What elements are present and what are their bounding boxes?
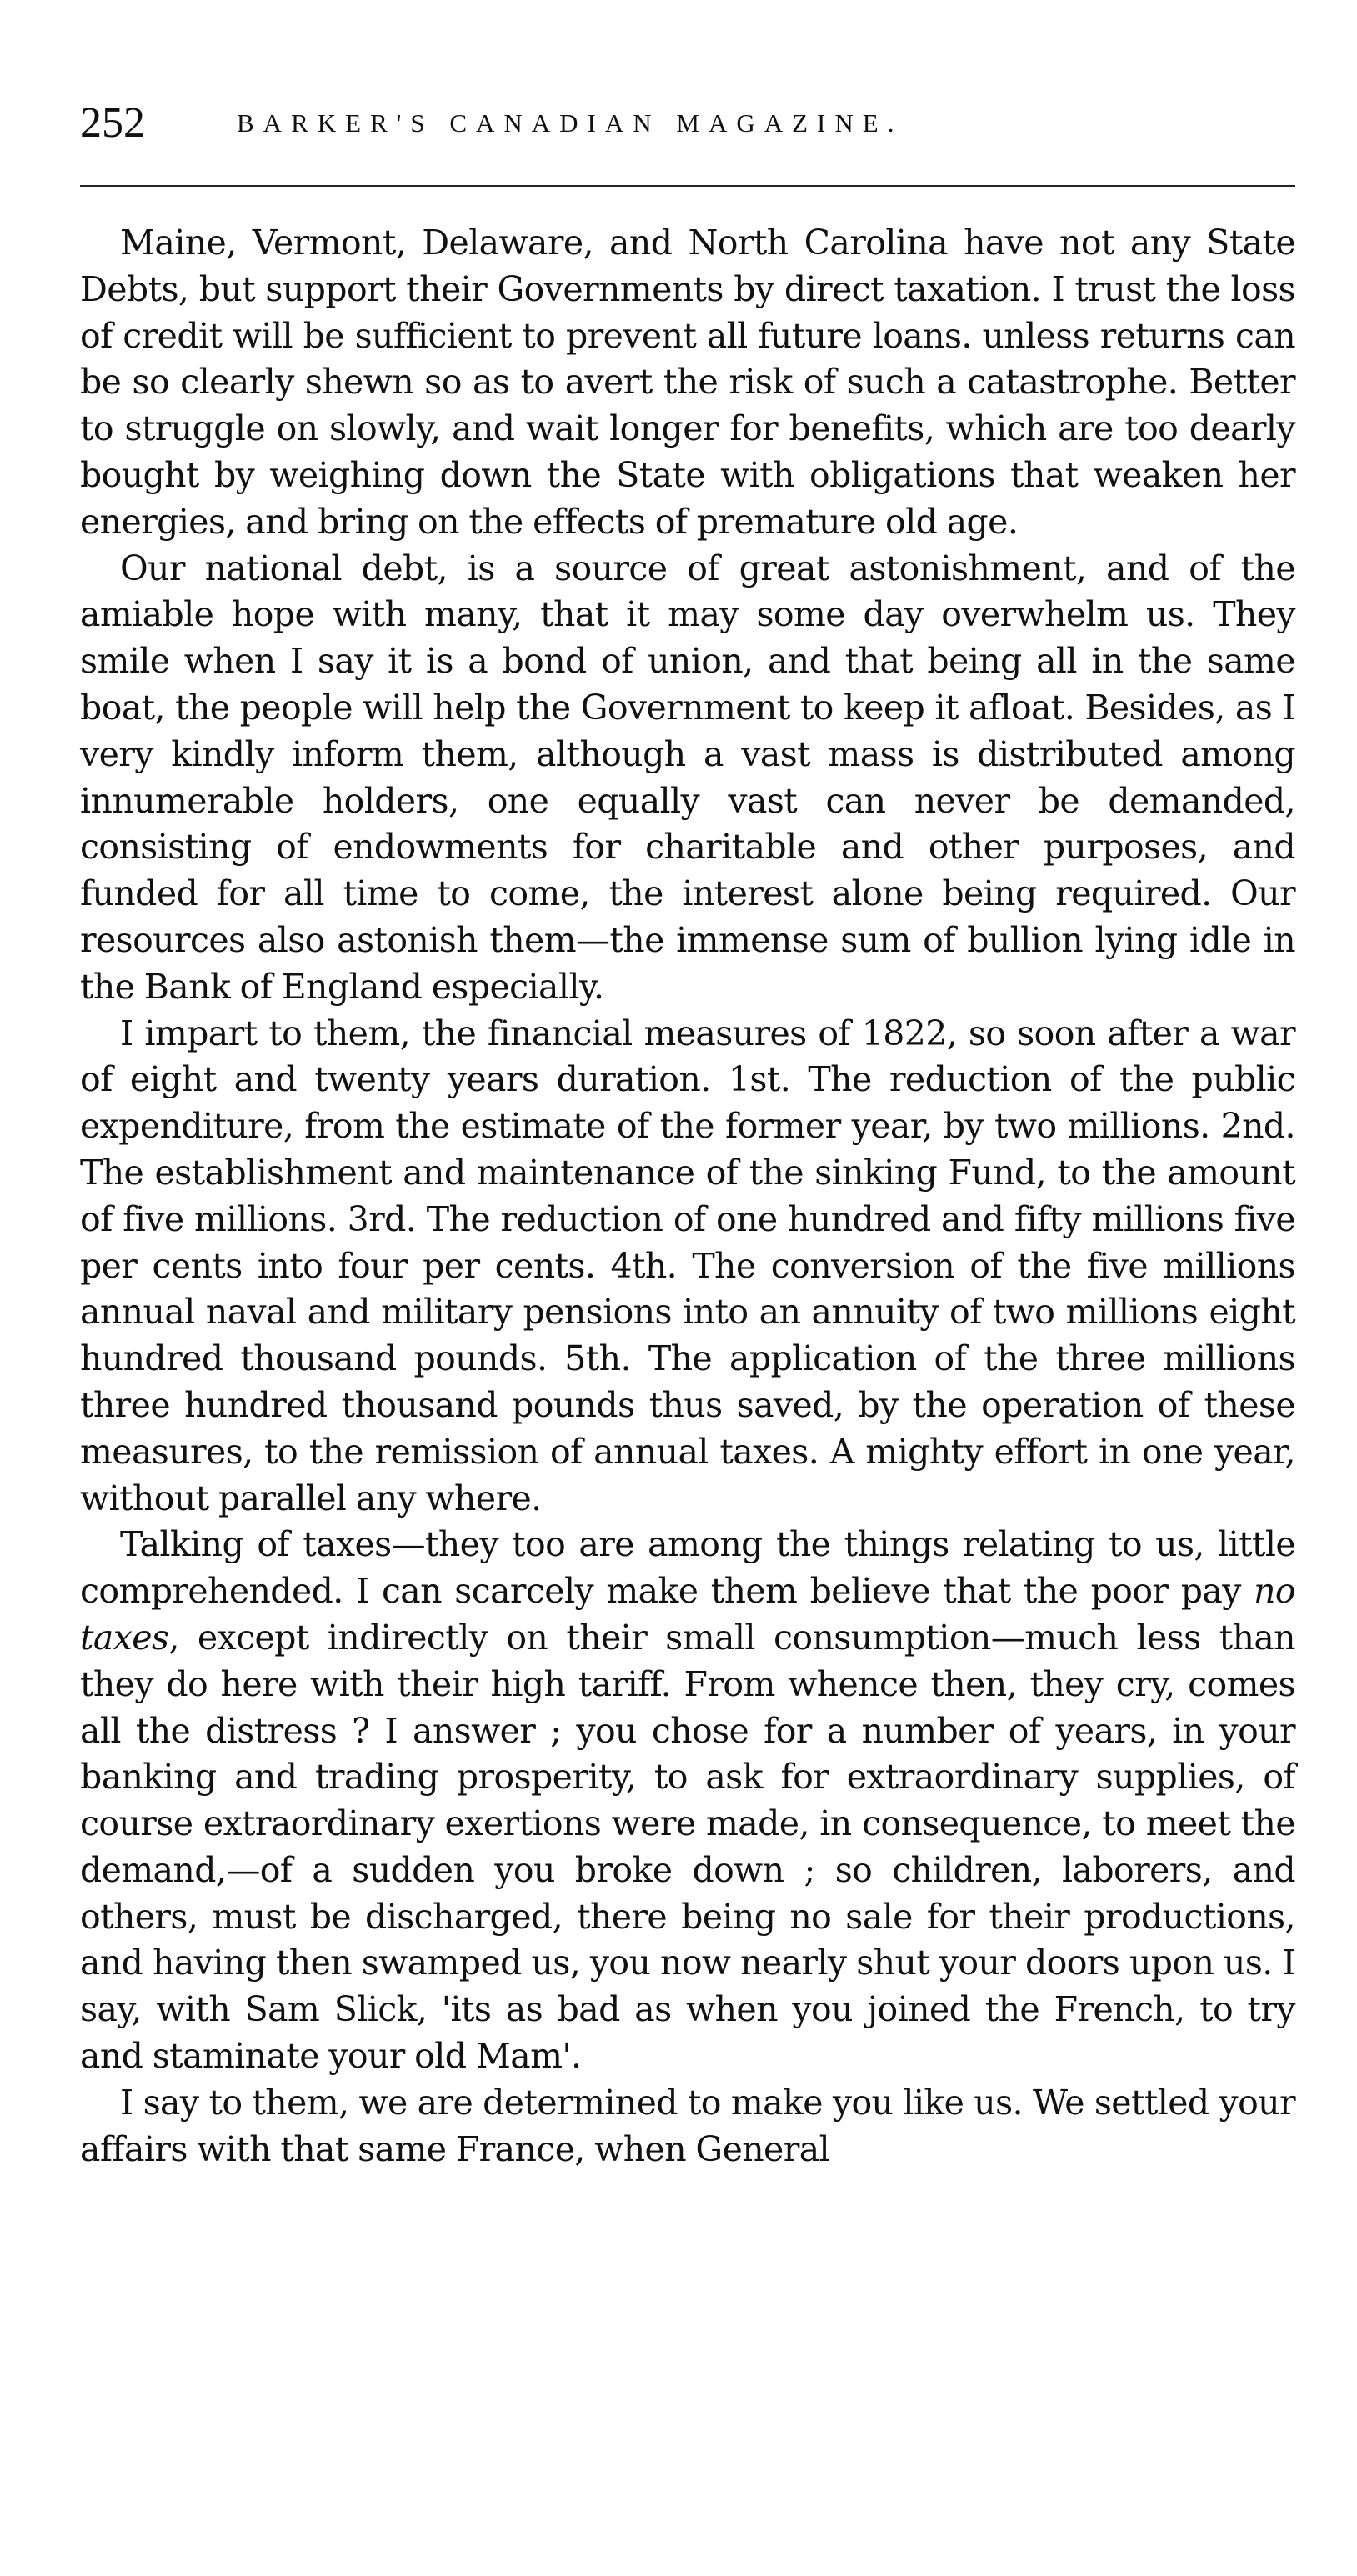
paragraph-taxes-part-1: Talking of taxes—they too are among the things relating to us, little comprehended. I can scarcely make them believe that the poor pay	[80, 1524, 1295, 1612]
paragraph-state-debts: Maine, Vermont, Delaware, and North Carolina have not any State Debts, but support their Governments by direct taxation. I trust the loss of credit will be sufficient to prevent all future loans. unless returns can be so clearly shewn so as to avert the risk of such a catastrophe. Better to struggle on slowly, and wait longer for benefits, which are too dearly bought by weighing down the State with obligations that weaken her energies, and bring on the effects of premature old age.	[80, 223, 1295, 542]
emphasis-no-taxes: no taxes	[80, 1571, 1295, 1658]
header-rule	[80, 185, 1295, 187]
paragraph-national-debt: Our national debt, is a source of great astonishment, and of the amiable hope with many, that it may some day overwhelm us. They smile when I say it is a bond of union, and that being all in the same boat, the people will help the Government to keep it afloat. Besides, as I very kindly inform them, although a vast mass is distributed among innumerable holders, one equally vast can never be demanded, consisting of endowments for charitable and other purposes, and funded for all time to come, the interest alone being required. Our resources also astonish them—the immense sum of bullion lying idle in the Bank of England especially.	[80, 548, 1295, 1007]
page-number: 252	[80, 99, 145, 147]
paragraph-taxes	[80, 1522, 1295, 2080]
running-head	[80, 90, 1295, 160]
paragraph-financial-measures: I impart to them, the financial measures of 1822, so soon after a war of eight and twenty years duration. 1st. The reduction of the public expenditure, from the estimate of the former year, by two millions. 2nd. The establishment and maintenance of the sinking Fund, to the amount of five millions. 3rd. The reduction of one hundred and fifty millions five per cents into four per cents. 4th. The conversion of the five millions annual naval and military pensions into an annuity of two millions eight hundred thousand pounds. 5th. The application of the three millions three hundred thousand pounds thus saved, by the operation of these measures, to the remission of annual taxes. A mighty effort in one year, without parallel any where.	[80, 1013, 1295, 1518]
book-page	[80, 90, 1295, 2173]
paragraph-taxes-part-2: , except indirectly on their small consumption—much less than they do here with their high tariff. From whence then, they cry, comes all the distress ? I answer ; you chose for a number of years, in your banking and trading prosperity, to ask for extraordinary supplies, of course extraordinary exertions were made, in consequence, to meet the demand,—of a sudden you broke down ; so children, laborers, and others, must be discharged, there being no sale for their productions, and having then swamped us, you now nearly shut your doors upon us. I say, with Sam Slick, 'its as bad as when you joined the French, to try and staminate your old Mam'.	[80, 1617, 1295, 2077]
body-text	[80, 220, 1295, 2173]
journal-title: BARKER'S CANADIAN MAGAZINE.	[237, 108, 904, 138]
paragraph-determined: I say to them, we are determined to make you like us. We settled your affairs with that same France, when General	[80, 2082, 1295, 2169]
